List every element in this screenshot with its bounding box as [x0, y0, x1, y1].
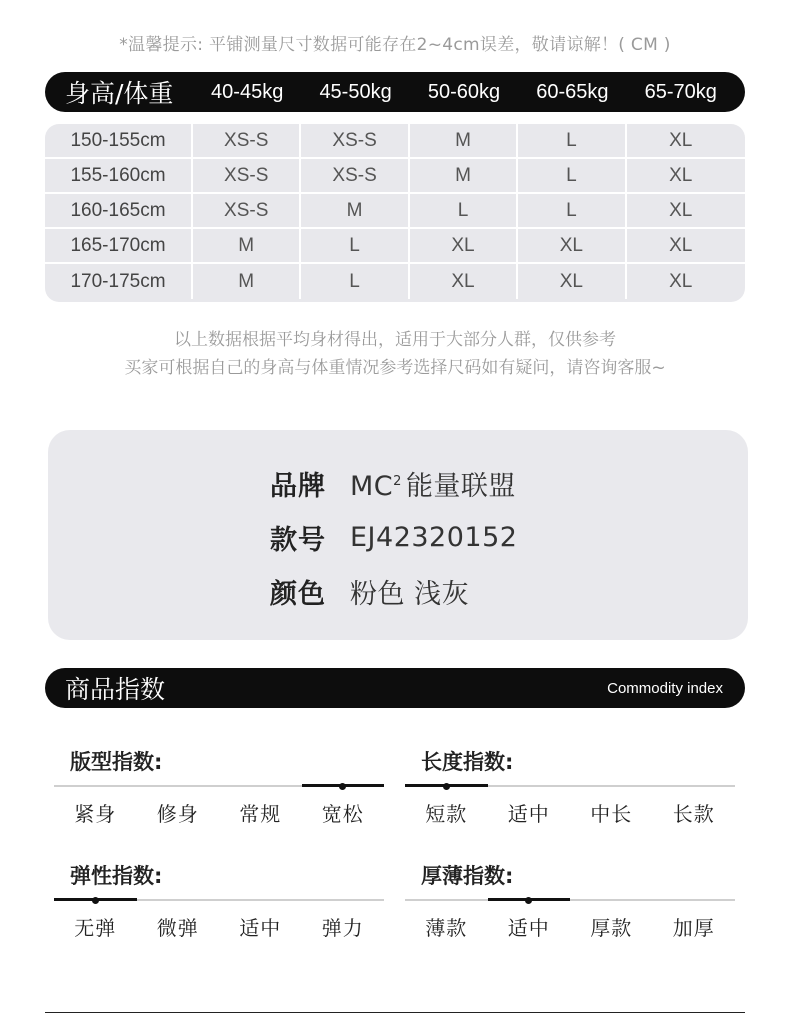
size-cell: XS-S [193, 194, 301, 227]
index-option: 长款 [672, 802, 715, 826]
index-options [405, 912, 735, 941]
brand-value [350, 464, 516, 503]
brand-name: 能量联盟 [405, 471, 516, 502]
table-row [45, 194, 745, 229]
table-row [45, 124, 745, 159]
size-cell: M [410, 159, 518, 192]
size-cell: XS-S [193, 159, 301, 192]
size-chart-header [45, 72, 745, 112]
header-weight-col: 45-50kg [319, 80, 392, 103]
size-cell: XL [669, 270, 693, 292]
track-dot [525, 897, 532, 904]
product-info-box [48, 430, 748, 640]
group-title: 版型指数: [70, 750, 163, 774]
table-row [45, 264, 745, 299]
track-dot [339, 783, 346, 790]
index-track [54, 896, 384, 912]
size-cell: L [301, 229, 409, 262]
height-cell: 160-165cm [45, 194, 193, 227]
measurement-tip: *温馨提示: 平铺测量尺寸数据可能存在2~4cm误差，敬请谅解！( CM ) [119, 35, 671, 55]
index-option: 宽松 [321, 802, 364, 826]
color-label: 颜色 [270, 579, 326, 610]
height-cell: 155-160cm [45, 159, 193, 192]
thickness-index-group [405, 860, 735, 941]
size-cell: XL [410, 264, 518, 299]
index-option: 适中 [507, 802, 550, 826]
group-title: 长度指数: [421, 750, 514, 774]
group-title: 弹性指数: [70, 864, 163, 888]
color-value: 粉色 浅灰 [350, 579, 470, 610]
index-track [405, 896, 735, 912]
brand-row [270, 464, 516, 503]
size-cell: XL [518, 229, 626, 262]
size-cell: M [193, 264, 301, 299]
index-options [54, 912, 384, 941]
color-row [270, 572, 469, 611]
code-label: 款号 [270, 525, 326, 556]
commodity-index-subtitle: Commodity index [607, 679, 723, 697]
height-cell: 150-155cm [45, 124, 193, 157]
size-cell: XS-S [301, 124, 409, 157]
size-cell: XS-S [301, 159, 409, 192]
index-track [405, 782, 735, 798]
header-weight-col: 40-45kg [211, 80, 284, 103]
size-cell: L [410, 194, 518, 227]
bottom-divider [45, 1012, 745, 1013]
index-option: 加厚 [672, 916, 715, 940]
index-option: 薄款 [425, 916, 468, 940]
index-option: 紧身 [74, 802, 117, 826]
track-line [405, 899, 735, 901]
header-weight-col: 60-65kg [536, 80, 609, 103]
size-cell: XL [669, 164, 693, 186]
fit-index-group [54, 746, 384, 827]
brand-prefix: MC [350, 471, 394, 502]
code-value: EJ42320152 [350, 522, 518, 553]
index-option: 适中 [239, 916, 282, 940]
size-cell: M [301, 194, 409, 227]
index-option: 短款 [425, 802, 468, 826]
size-cell: XL [669, 234, 693, 256]
track-dot [92, 897, 99, 904]
size-note-line: 以上数据根据平均身材得出，适用于大部分人群，仅供参考 [174, 330, 616, 350]
elasticity-index-group [54, 860, 384, 941]
size-cell: XL [669, 129, 693, 151]
index-options [54, 798, 384, 827]
group-title: 厚薄指数: [421, 864, 514, 888]
size-cell: L [518, 159, 626, 192]
index-option: 无弹 [74, 916, 117, 940]
table-row [45, 159, 745, 194]
index-option: 适中 [507, 916, 550, 940]
size-cell: XL [669, 199, 693, 221]
size-cell: XL [518, 264, 626, 299]
size-note-line: 买家可根据自己的身高与体重情况参考选择尺码如有疑问，请咨询客服~ [124, 358, 666, 378]
commodity-index-header [45, 668, 745, 708]
size-cell: XS-S [193, 124, 301, 157]
track-dot [443, 783, 450, 790]
commodity-index-title: 商品指数 [65, 675, 166, 704]
header-weight-col: 65-70kg [644, 80, 717, 103]
index-option: 常规 [239, 802, 282, 826]
size-chart-table [45, 124, 745, 302]
table-row [45, 229, 745, 264]
index-option: 微弹 [156, 916, 199, 940]
index-track [54, 782, 384, 798]
size-cell: L [518, 194, 626, 227]
length-index-group [405, 746, 735, 827]
index-option: 修身 [156, 802, 199, 826]
brand-sup: 2 [393, 474, 402, 489]
code-row [270, 518, 517, 557]
size-cell: L [518, 124, 626, 157]
height-cell: 165-170cm [45, 229, 193, 262]
index-option: 厚款 [590, 916, 633, 940]
size-cell: M [193, 229, 301, 262]
header-weight-col: 50-60kg [427, 80, 501, 103]
size-note [0, 326, 790, 382]
index-option: 中长 [590, 802, 633, 826]
header-height-weight: 身高/体重 [65, 79, 174, 108]
size-cell: L [301, 264, 409, 299]
size-cell: XL [410, 229, 518, 262]
index-options [405, 798, 735, 827]
index-option: 弹力 [321, 916, 364, 940]
brand-label: 品牌 [270, 471, 326, 502]
size-cell: M [410, 124, 518, 157]
height-cell: 170-175cm [45, 264, 193, 299]
